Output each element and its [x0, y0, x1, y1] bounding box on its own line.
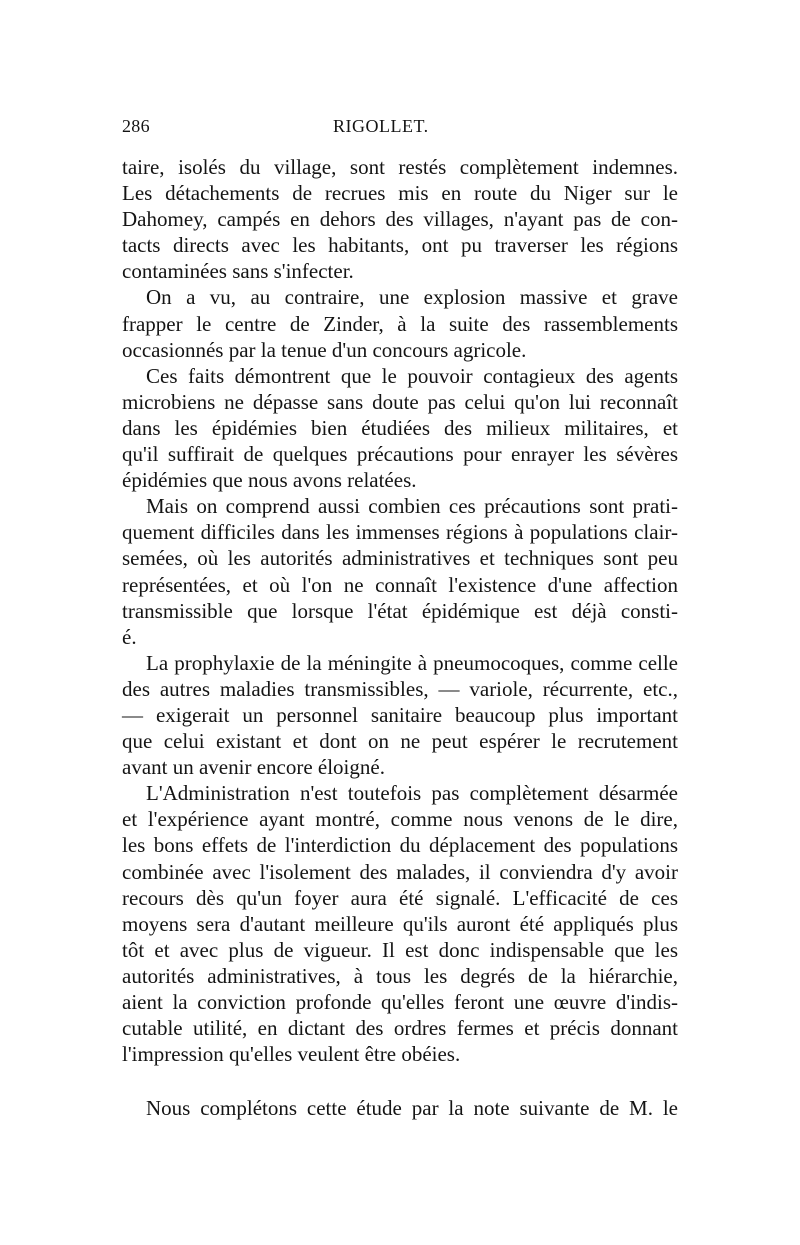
text-line: microbiens ne dépasse sans doute pas celui qu'on lui reconnaît	[122, 389, 678, 414]
text-line: contaminées sans s'infecter.	[122, 259, 354, 284]
text-line: des autres maladies transmissibles, — variole, récurrente, etc.,	[122, 676, 678, 701]
text-line: représentées, et où l'on ne connaît l'existence d'une affection	[122, 572, 678, 597]
text-line: semées, où les autorités administratives et techniques sont peu	[122, 546, 678, 571]
running-head: RIGOLLET.	[333, 116, 429, 136]
text-line: Les détachements de recrues mis en route du Niger sur le	[122, 181, 678, 206]
text-line: l'impression qu'elles veulent être obéies.	[122, 1042, 461, 1067]
text-line: — exigerait un personnel sanitaire beaucoup plus important	[122, 702, 678, 727]
text-line: tacts directs avec les habitants, ont pu traverser les régions	[122, 233, 678, 258]
text-line: aient la conviction profonde qu'elles feront une œuvre d'indis-	[122, 990, 678, 1014]
text-line: que celui existant et dont on ne peut espérer le recrutement	[122, 729, 678, 754]
text-line: transmissible que lorsque l'état épidémique est déjà consti-	[122, 598, 678, 623]
text-line: Mais on comprend aussi combien ces précautions sont prati-	[146, 494, 678, 519]
text-line: quement difficiles dans les immenses régions à populations clair-	[122, 520, 678, 545]
text-line: et l'expérience ayant montré, comme nous venons de le dire,	[122, 807, 678, 832]
text-line: dans les épidémies bien étudiées des milieux militaires, et	[122, 415, 678, 440]
text-line: cutable utilité, en dictant des ordres fermes et précis donnant	[122, 1016, 678, 1041]
text-line: occasionnés par la tenue d'un concours agricole.	[122, 337, 527, 362]
body-text	[122, 154, 678, 1067]
text-line: moyens sera d'autant meilleure qu'ils auront été appliqués plus	[122, 911, 678, 936]
text-line: Ces faits démontrent que le pouvoir contagieux des agents	[146, 363, 678, 388]
text-line: Dahomey, campés en dehors des villages, n'ayant pas de con-	[122, 207, 678, 232]
text-line: é.	[122, 624, 137, 649]
text-line: On a vu, au contraire, une explosion massive et grave	[146, 285, 678, 310]
page-number: 286	[122, 116, 150, 136]
text-line: autorités administratives, à tous les degrés de la hiérarchie,	[122, 963, 678, 988]
text-line: L'Administration n'est toutefois pas complètement désarmée	[146, 781, 678, 806]
text-line: recours dès qu'un foyer aura été signalé. L'efficacité de ces	[122, 885, 678, 910]
text-line: les bons effets de l'interdiction du déplacement des populations	[122, 833, 678, 858]
text-line: taire, isolés du village, sont restés complètement indemnes.	[122, 155, 678, 179]
text-line: épidémies que nous avons relatées.	[122, 468, 417, 493]
text-line: La prophylaxie de la méningite à pneumocoques, comme celle	[146, 650, 678, 675]
closing-paragraph	[122, 1095, 678, 1121]
text-line: avant un avenir encore éloigné.	[122, 755, 385, 780]
page-header	[122, 116, 678, 144]
text-line: tôt et avec plus de vigueur. Il est donc indispensable que les	[122, 937, 678, 962]
text-line: frapper le centre de Zinder, à la suite des rassemblements	[122, 311, 678, 336]
text-line: qu'il suffirait de quelques précautions pour enrayer les sévères	[122, 442, 678, 467]
text-line: Nous complétons cette étude par la note suivante de M. le	[146, 1096, 678, 1120]
text-line: combinée avec l'isolement des malades, il conviendra d'y avoir	[122, 859, 678, 884]
